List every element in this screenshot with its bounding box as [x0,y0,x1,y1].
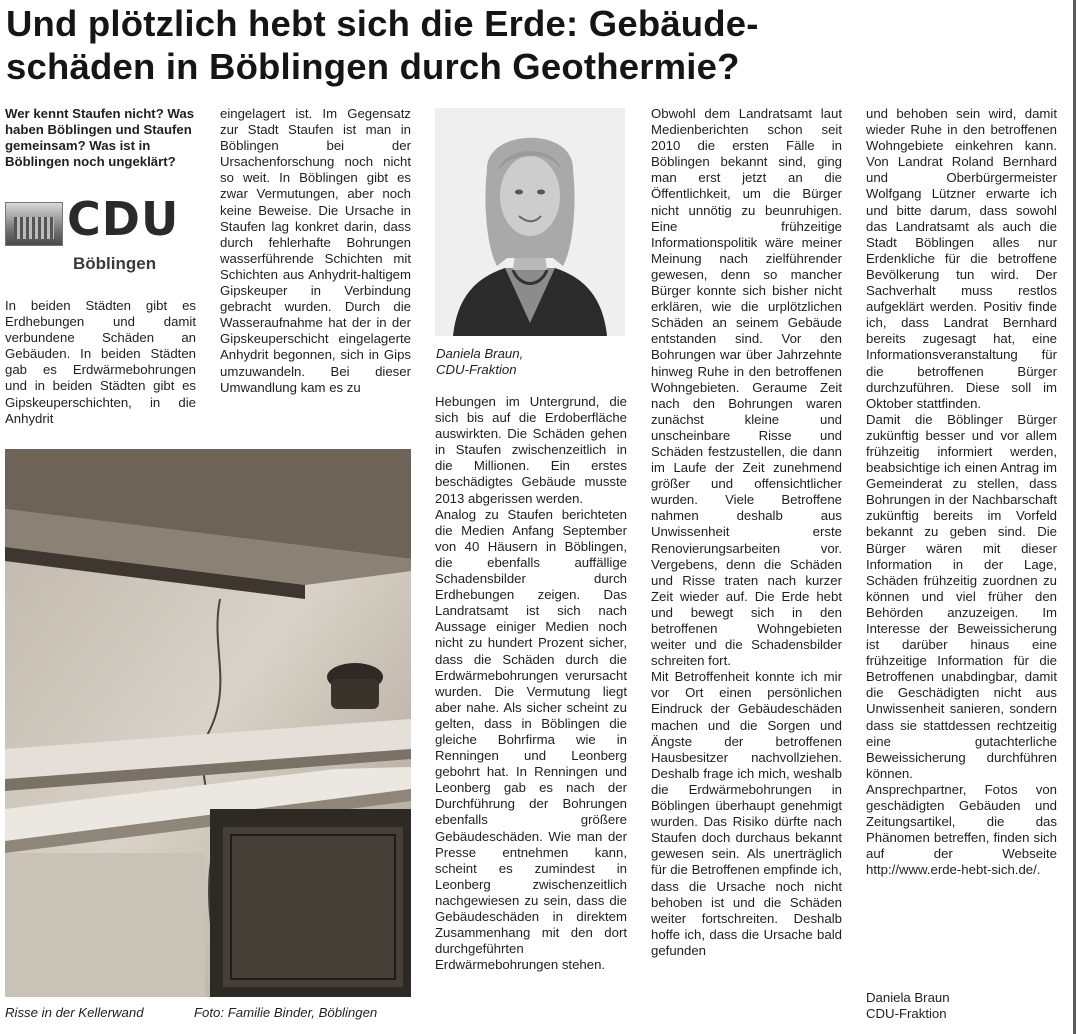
portrait-caption-name: Daniela Braun, [436,346,524,361]
paragraph: Analog zu Staufen berichteten die Medien Anfang September von 40 Häusern in Böblingen, die ebenfalls auffällige Schadensbilder durch Erdhebungen zeigen. Das Landratsamt ist sich nach Aussage einiger Medien noch nicht zu hundert Prozent sicher, dass die Schäden durch die Erdwärmebohrungen verursacht wurden. Die Vermutung liegt aber nahe. Als sicher scheint zu gelten, dass in Böblingen die gleiche Bohrfirma wie in Renningen und Leonberg gebohrt hat. In Renningen und Leonberg gab es nach der Durchführung der Bohrungen ebenfalls größere Gebäudeschäden. Wie man der Presse entnehmen kann, scheint es zumindest in Leonberg zwischenzeitlich nachgewiesen zu sein, dass die Gebäudeschäden in direktem Zusammenhang mit den dort durchgeführten Erdwärmebohrungen stehen. [435,506,627,973]
cdu-logo [5,192,210,280]
page-edge-divider [1073,0,1076,1034]
town-hall-thumbnail [5,202,63,246]
portrait-caption [436,346,523,378]
portrait-caption-org: CDU-Fraktion [436,362,517,378]
paragraph: In beiden Städten gibt es Erdhebungen und damit verbundene Schäden an Gebäuden. In beiden Städten gab es Erdwärmebohrungen und in beiden Städten gibt es Gipskeuperschichten, in die Anhydrit [5,298,196,426]
column-4 [651,106,842,959]
paragraph: Ansprechpartner, Fotos von geschädigten Gebäuden und Zeitungsartikel, die das Phänomen betreffen, finden sich auf der Webseite http://www.erde-hebt-sich.de/. [866,781,1057,878]
paragraph: eingelagert ist. Im Gegensatz zur Stadt Staufen ist man in Böblingen bei der Ursachenforschung noch nicht so weit. In Böblingen gibt es zwar Vermutungen, aber noch keine Beweise. Die Ursache in Staufen lag konkret darin, dass durch fehlerhafte Bohrungen wasserführende Schichten mit Schichten aus Anhydrit-haltigem Gipskeuper in Verbindung gebracht wurden. Durch die Wasseraufnahme hat der in der Gipskeuperschicht eingelagerte Anhydrit begonnen, sich in Gips umzuwandeln. Bei dieser Umwandlung kam es zu [220,106,411,395]
cdu-logo-word: CDU [67,192,180,246]
paragraph: Damit die Böblinger Bürger zukünftig besser und vor allem frühzeitig informiert werden, beabsichtige ich einen Antrag im Gemeinderat zu stellen, dass Bohrungen in der Nachbarschaft zukünftig bereits im Vorfeld bekannt zu geben sind. Die Bürger wären mit dieser Information in der Lage, Schäden frühzeitig zuordnen zu können und viel früher den Behörden anzuzeigen. Im Interesse der Beweissicherung ist darüber hinaus eine frühzeitige Information für die Betroffenen unabdingbar, damit die Geschädigten nicht aus Unwissenheit sanieren, sondern dass sie stattdessen rechtzeitig eine gutachterliche Beweissicherung durchführen können. [866,411,1057,781]
paragraph: Obwohl dem Landratsamt laut Medienberichten schon seit 2010 die ersten Fälle in Böblingen bekannt sind, ging man erst jetzt an die Öffentlichkeit, um die Bürger nicht unnötig zu beunruhigen. Eine frühzeitige Informationspolitik wäre meiner Meinung nach zielführender gewesen, denn so mancher Bürger konnte sich bisher nicht erklären, wie die urplötzlichen Schäden an seinem Gebäude entstanden sind. Vor den Bohrungen war über Jahrzehnte hinweg Ruhe in den betroffenen Wohngebieten. Geraume Zeit nach den Bohrungen waren zunächst kleine und unscheinbare Risse und Schäden festzustellen, die dann im Laufe der Zeit zunehmend größer und offensichtlicher wurden. Viele Betroffene nahmen deshalb aus Unwissenheit erste Renovierungsarbeiten vor. Vergebens, denn die Schäden und Risse traten nach kurzer Zeit wieder auf. Die Erde hebt und bewegt sich in den betroffenen Wohngebieten weiter und die Schadensbilder schreiten fort. [651,106,842,669]
author-signature [866,990,1057,1022]
basement-crack-photo [5,449,411,997]
photo-credit: Foto: Familie Binder, Böblingen [194,1005,378,1020]
author-portrait [435,108,625,336]
headline-line-1: Und plötzlich hebt sich die Erde: Gebäude- [6,3,759,44]
column-2 [220,106,411,396]
lead-questions: Wer kennt Staufen nicht? Was haben Böblingen und Staufen gemeinsam? Was ist in Böblingen noch ungeklärt? [5,106,195,170]
paragraph: und behoben sein wird, damit wieder Ruhe in den betroffenen Wohngebiete einkehren kann. Von Landrat Roland Bernhard und Oberbürgermeister Wolfgang Lützner erwarte ich und bitte darum, dass sowohl das Landratsamt als auch die Stadt Böblingen alles nur Erdenkliche für die betroffene Bevölkerung tun wird. Der Sachverhalt muss restlos aufgeklärt werden. Positiv finde ich, dass Landrat Bernhard bereits zugesagt hat, eine Informationsveranstaltung für die betroffenen Bürger durchzuführen. Diese soll im Oktober stattfinden. [866,106,1057,411]
signature-org: CDU-Fraktion [866,1006,947,1022]
column-5 [866,106,1057,879]
paragraph: Hebungen im Untergrund, die sich bis auf die Erdoberfläche auswirkten. Die Schäden gehen in Staufen zwischenzeitlich in die Millionen. Ein erstes beschädigtes Gebäude musste 2013 abgerissen werden. [435,394,627,506]
cdu-logo-city: Böblingen [73,254,157,273]
column-1-body [5,298,196,427]
signature-name: Daniela Braun [866,990,950,1005]
column-3 [435,394,627,973]
photo-caption-text: Risse in der Kellerwand [5,1005,144,1020]
headline-line-2: schäden in Böblingen durch Geothermie? [6,46,740,87]
paragraph: Mit Betroffenheit konnte ich mir vor Ort einen persönlichen Eindruck der Gebäudeschäden machen und die Sorgen und Ängste der betroffenen Hausbesitzer nachvollziehen. Deshalb frage ich mich, weshalb die Erdwärmebohrungen in Böblingen überhaupt genehmigt wurden. Das Risiko dürfte nach Staufen doch durchaus bekannt gewesen sein. Als unerträglich für die Betroffenen empfinde ich, dass die Ursache noch nicht behoben ist und die Schäden weiter fortschreiten. Deshalb hoffe ich, dass die Ursache bald gefunden [651,669,842,958]
column-1 [5,106,210,170]
article-headline [6,2,1066,88]
